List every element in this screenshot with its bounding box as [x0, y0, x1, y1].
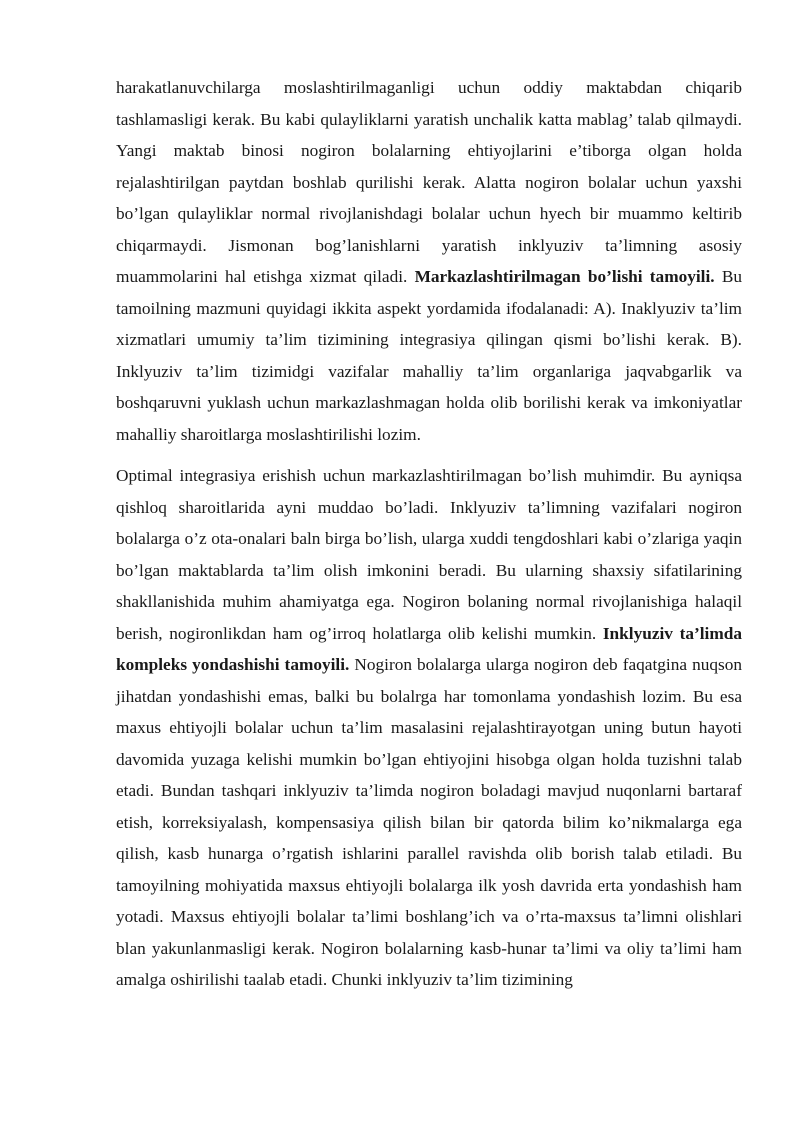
paragraph-1: [116, 72, 742, 450]
document-page: [116, 72, 742, 996]
principle-heading-decentralization: Markazlashtirilmagan bo’lishi tamoyili.: [414, 267, 715, 286]
paragraph-1-text-end: Bu tamoilning mazmuni quyidagi ikkita aspekt yordamida ifodalanadi: A). Inaklyuziv ta’lim xizmatlari umumiy ta’lim tizimining integrasiya qilingan qismi bo’lishi kerak. B). Inklyuziv ta’lim tizimidgi vazifalar mahalliy ta’lim organlariga jaqvabgarlik va boshqaruvni yuklash uchun markazlashmagan holda olib borilishi kerak va imkoniyatlar mahalliy sharoitlarga moslashtirilishi lozim.: [116, 267, 742, 444]
paragraph-2-text-start: Optimal integrasiya erishish uchun markazlashtirilmagan bo’lish muhimdir. Bu ayniqsa qishloq sharoitlarida ayni muddao bo’ladi. Inklyuziv ta’limning vazifalari nogiron bolalarga o’z ota-onalari baln birga bo’lish, ularga xuddi tengdoshlari kabi o’zlariga yaqin bo’lgan maktablarda ta’lim olish imkonini beradi. Bu ularning shaxsiy sifatilarining shakllanishida muhim ahamiyatga ega. Nogiron bolaning normal rivojlanishiga halaqil berish, nogironlikdan ham og’irroq holatlarga olib kelishi mumkin.: [116, 466, 742, 643]
paragraph-2: [116, 460, 742, 996]
paragraph-1-text-start: harakatlanuvchilarga moslashtirilmaganligi uchun oddiy maktabdan chiqarib tashlamasligi kerak. Bu kabi qulayliklarni yaratish unchalik katta mablag’ talab qilmaydi. Yangi maktab binosi nogiron bolalarning ehtiyojlarini e’tiborga olgan holda rejalashtirilgan paytdan boshlab qurilishi kerak. Alatta nogiron bolalar uchun yaxshi bo’lgan qulayliklar normal rivojlanishdagi bolalar uchun hyech bir muammo keltirib chiqarmaydi. Jismonan bog’lanishlarni yaratish inklyuziv ta’limning asosiy muammolarini hal etishga xizmat qiladi.: [116, 78, 742, 286]
paragraph-2-text-end: Nogiron bolalarga ularga nogiron deb faqatgina nuqson jihatdan yondashishi emas, balki bu bolalrga har tomonlama yondashish lozim. Bu esa maxus ehtiyojli bolalar uchun ta’lim masalasini rejalashtirayotgan uning butun hayoti davomida yuzaga kelishi mumkin bo’lgan ehtiyojini hisobga olgan holda tuzishni talab etadi. Bundan tashqari inklyuziv ta’limda nogiron boladagi mavjud nuqonlarni bartaraf etish, korreksiyalash, kompensasiya qilish bilan bir qatorda bilim ko’nikmalarga ega qilish, kasb hunarga o’rgatish ishlarini parallel ravishda olib borish talab etiladi. Bu tamoyilning mohiyatida maxsus ehtiyojli bolalarga ilk yosh davrida erta yondashish ham yotadi. Maxsus ehtiyojli bolalar ta’limi boshlang’ich va o’rta-maxsus ta’limni olishlari blan yakunlanmasligi kerak. Nogiron bolalarning kasb-hunar ta’limi va oliy ta’limi ham amalga oshirilishi taalab etadi. Chunki inklyuziv ta’lim tizimining: [116, 655, 742, 989]
principle-heading-complex-approach: Inklyuziv ta’limda kompleks yondashishi tamoyili.: [116, 623, 742, 674]
